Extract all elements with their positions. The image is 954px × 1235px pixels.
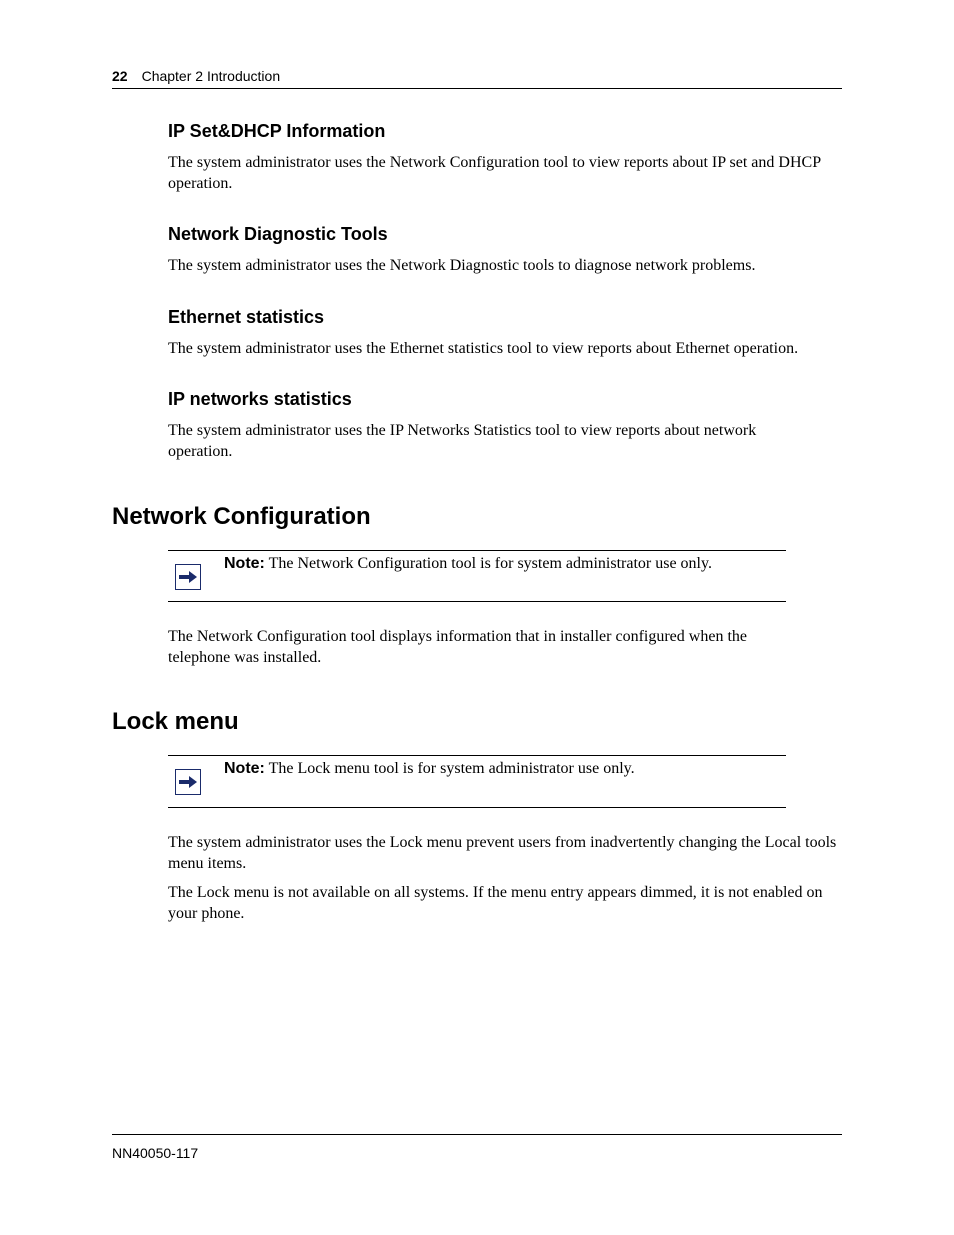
note-text: [224, 553, 712, 574]
heading-network-configuration: Network Configuration: [112, 503, 371, 530]
heading-lock-menu: Lock menu: [112, 708, 239, 735]
paragraph-ip-dhcp: The system administrator uses the Network Configuration tool to view reports about IP set and DHCP operation.: [168, 154, 821, 192]
heading-ip-networks-statistics: IP networks statistics: [168, 389, 352, 409]
note-network-configuration: [168, 550, 786, 602]
arrow-right-icon: [175, 564, 201, 590]
paragraph-lock-menu-2: The Lock menu is not available on all systems. If the menu entry appears dimmed, it is not enabled on your phone.: [168, 884, 823, 922]
paragraph-ip-networks-statistics: The system administrator uses the IP Networks Statistics tool to view reports about network operation.: [168, 422, 757, 460]
chapter-title: Chapter 2 Introduction: [141, 68, 281, 84]
paragraph-network-configuration: The Network Configuration tool displays information that in installer configured when the telephone was installed.: [168, 628, 747, 666]
page-footer: [112, 1134, 842, 1161]
note-text: [224, 758, 635, 779]
note-label: Note:: [224, 760, 265, 777]
document-number: NN40050-117: [112, 1145, 199, 1161]
page-number: 22: [112, 68, 128, 84]
paragraph-lock-menu-1: The system administrator uses the Lock menu prevent users from inadvertently changing the Local tools menu items.: [168, 834, 837, 872]
heading-ip-dhcp: IP Set&DHCP Information: [168, 121, 386, 141]
heading-network-diagnostic: Network Diagnostic Tools: [168, 224, 388, 244]
page-header: [112, 68, 842, 89]
note-lock-menu: [168, 755, 786, 808]
paragraph-network-diagnostic: The system administrator uses the Network Diagnostic tools to diagnose network problems.: [168, 257, 756, 274]
paragraph-ethernet-statistics: The system administrator uses the Ethernet statistics tool to view reports about Ethernet operation.: [168, 340, 799, 357]
note-body: The Network Configuration tool is for system administrator use only.: [268, 555, 712, 572]
heading-ethernet-statistics: Ethernet statistics: [168, 307, 325, 327]
note-body: The Lock menu tool is for system administrator use only.: [268, 760, 635, 777]
arrow-right-icon: [175, 769, 201, 795]
note-label: Note:: [224, 555, 265, 572]
